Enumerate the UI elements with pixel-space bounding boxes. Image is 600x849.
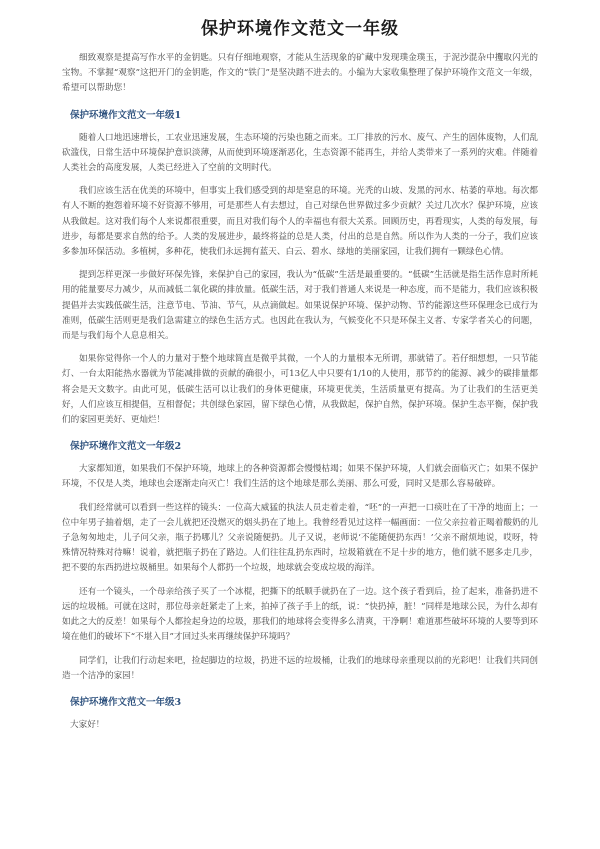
section-1-paragraph-3: 提到怎样更深一步做好环保先锋，来保护自己的家园，我认为“低碳”生活是最重要的。“低碳”生活就是指生活作息时所耗用的能量要尽力减少，从而减低二氧化碳的排放量。低碳生活，对于我们普通人来说是一种态度，而不是能力，我们应该积极提倡并去实践低碳生活，注意节电、节油、节气，从点滴做起。如果说保护环境、保护动物、节约能源这些环保理念已成行为准则，低碳生活则更是我们急需建立的绿色生活方式。也因此在我认为，气候变化不只是环保主义者、专家学者关心的问题，而是与我们每个人息息相关。 bbox=[62, 270, 538, 342]
section-heading-1: 保护环境作文范文一年级1 bbox=[70, 109, 182, 121]
section-1-paragraph-4: 如果你觉得你一个人的力量对于整个地球简直是微乎其微，一个人的力量根本无所谓，那就错了。若仔细想想，一只节能灯、一台太阳能热水器就为节能减排做的贡献的确很小，可13亿人中只要有1/10的人使用，那节约的能源、减少的碳排量都将会是天文数字。由此可见，低碳生活可以让我们的身体更健康，环境更优美，生活质量更有提高。为了让我们的生活更美好，人们应该互相提倡，互相督促；共创绿色家园，留下绿色心情，从我做起，保护自然，保护环境。保护生态平衡，保护我们的家园更美好、更灿烂！ bbox=[62, 354, 538, 426]
section-2-paragraph-1: 大家都知道，如果我们不保护环境，地球上的各种资源都会慢慢枯竭；如果不保护环境，人们就会面临灭亡；如果不保护环境，不仅是人类，地球也会逐渐走向灭亡！我们生活的这个地球是那么美丽、那么可爱，同时又是那么容易破碎。 bbox=[62, 464, 538, 490]
section-3-paragraph-1: 大家好！ bbox=[70, 719, 105, 730]
section-heading-2: 保护环境作文范文一年级2 bbox=[70, 441, 182, 453]
section-2-paragraph-3: 还有一个镜头，一个母亲给孩子买了一个冰棍，把撕下的纸顺手就扔在了一边。这个孩子看到后，捡了起来，准备扔进不远的垃圾桶。可就在这时，那位母亲赶紧走了上来，拍掉了孩子手上的纸，说：“快扔掉，脏！”同样是地球公民，为什么却有如此之大的反差！如果每个人都捡起身边的垃圾，那我们的地球将会变得多么清爽，干净啊！难道那些破坏环境的人要等到环境在他们的破坏下“不堪入目”才回过头来再继续保护环境吗？ bbox=[62, 586, 538, 643]
intro-paragraph: 细致观察是提高写作水平的金钥匙。只有仔细地观察，才能从生活现象的矿藏中发现璞金璞玉，于泥沙混杂中攫取闪光的宝物。不掌握“观察”这把开门的金钥匙，作文的“铁门”是坚决踏不进去的。小编为大家收集整理了保护环境作文范文一年级，希望可以帮助您！ bbox=[62, 53, 538, 94]
section-2-paragraph-4: 同学们，让我们行动起来吧，捡起脚边的垃圾，扔进不远的垃圾桶，让我们的地球母亲重现以前的光彩吧！让我们共同创造一个洁净的家园！ bbox=[62, 655, 538, 681]
section-2-paragraph-2: 我们经常就可以看到一些这样的镜头：一位高大威猛的执法人员走着走着，“呸”的一声把一口痰吐在了干净的地面上；一位中年男子抽着烟，走了一会儿就把还没燃灭的烟头扔在了地上。我曾经看见过这样一幅画面：一位父亲拉着正喝着酸奶的儿子急匆匆地走，儿子问父亲，瓶子扔哪儿？父亲说随便扔。儿子又说，老师说‘不能随便扔东西！’父亲不耐烦地说，哎呀，特殊情况特殊对待嘛！说着，就把瓶子扔在了路边。人们往往乱扔东西时，垃圾箱就在不足十步的地方，他们就不愿多走几步，把不要的东西扔进垃圾桶里。如果每个人都扔一个垃圾，地球就会变成垃圾的海洋。 bbox=[62, 502, 538, 574]
section-1-paragraph-2: 我们应该生活在优美的环境中，但事实上我们感受到的却是窒息的环境。光秃的山坡、发黑的河水、枯萎的草地。每次都有人不断的抱怨着环境不好资源不够用，可是那些人有去想过，自己对绿色世界做过多少贡献？关过几次水？保护环境，应该从我做起。这对我们每个人来说都很重要，而且对我们每个人的幸福也有很大关系。回顾历史，再看现实，人类的每发展，每进步，每都是要求自然的给予。人类的发展进步，最终将益的总是人类，付出的总是自然。所以作为人类的一分子，我们应该多参加环保活动。多植树，多种花，使我们永远拥有蓝天、白云、碧水、绿地的美丽家园，让我们拥有一颗绿色心情。 bbox=[62, 186, 538, 258]
page-title: 保护环境作文范文一年级 bbox=[201, 19, 399, 39]
section-1-paragraph-1: 随着人口地迅速增长，工农业迅速发展，生态环境的污染也随之而来。工厂排放的污水、废气、产生的固体废物，人们乱砍滥伐，日常生活中环境保护意识淡薄，从而使到环境逐渐恶化，生态资源不能再生，并给人类带来了一系列的灾难。伴随着人类社会的高度发展，人类已经进入了空前的文明时代。 bbox=[62, 132, 538, 174]
section-heading-3: 保护环境作文范文一年级3 bbox=[70, 696, 182, 708]
